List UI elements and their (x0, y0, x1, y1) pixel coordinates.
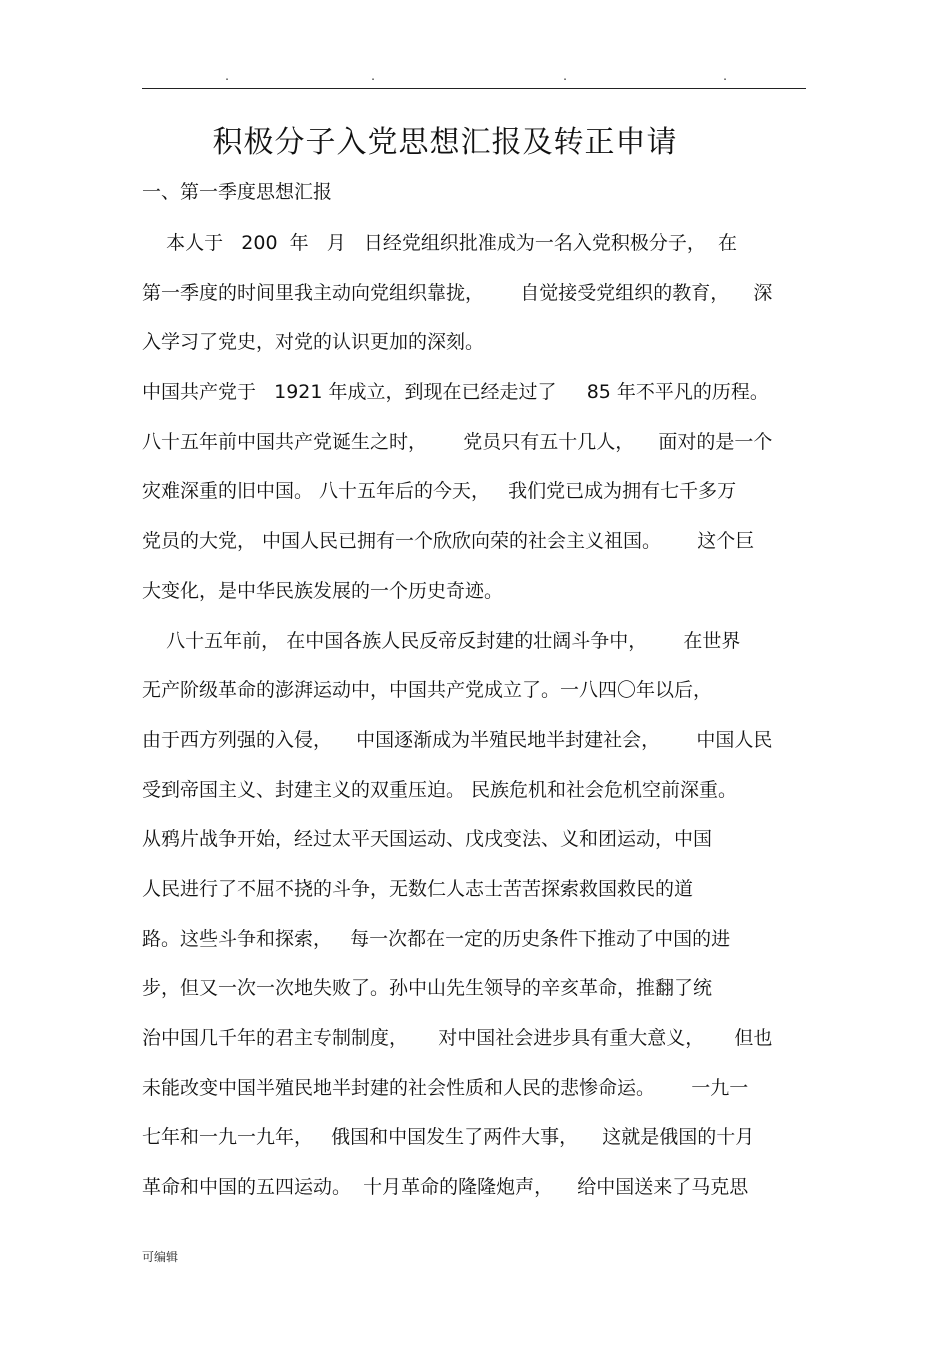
text-line: 第一季度的时间里我主动向党组织靠拢， 自觉接受党组织的教育， 深 (142, 281, 773, 304)
text-line: 本人于 200 年 月 日经党组织批准成为一名入党积极分子， 在 (142, 232, 737, 254)
text-line: 由于西方列强的入侵， 中国逐渐成为半殖民地半封建社会， 中国人民 (142, 728, 773, 751)
header-dot: . (723, 69, 727, 83)
text-line: 革命和中国的五四运动。 十月革命的隆隆炮声， 给中国送来了马克思 (142, 1176, 749, 1199)
text-line: 治中国几千年的君主专制制度， 对中国社会进步具有重大意义， 但也 (142, 1027, 773, 1049)
text-line: 灾难深重的旧中国。 八十五年后的今天， 我们党已成为拥有七千多万 (142, 480, 737, 503)
text-line: 人民进行了不屈不挠的斗争，无数仁人志士苦苦探索救国救民的道 (142, 877, 694, 900)
header-dot: . (371, 69, 375, 83)
text-line: 八十五年前中国共产党诞生之时， 党员只有五十几人， 面对的是一个 (142, 430, 773, 453)
text-line: 入学习了党史，对党的认识更加的深刻。 (142, 331, 485, 354)
body-text (142, 228, 806, 1222)
text-line: 路。这些斗争和探索， 每一次都在一定的历史条件下推动了中国的进 (142, 927, 731, 950)
text-line: 七年和一九一九年， 俄国和中国发生了两件大事， 这就是俄国的十月 (142, 1126, 755, 1149)
text-line: 步，但又一次一次地失败了。孙中山先生领导的辛亥革命，推翻了统 (142, 977, 713, 1000)
header-dot: . (563, 69, 567, 83)
text-line: 无产阶级革命的澎湃运动中，中国共产党成立了。一八四〇年以后， (142, 679, 713, 702)
text-line: 大变化，是中华民族发展的一个历史奇迹。 (142, 579, 504, 602)
header-rule (142, 88, 806, 89)
text-line: 未能改变中国半殖民地半封建的社会性质和人民的悲惨命运。 一九一 (142, 1076, 749, 1099)
text-line: 党员的大党， 中国人民已拥有一个欣欣向荣的社会主义祖国。 这个巨 (142, 530, 755, 553)
text-line: 从鸦片战争开始，经过太平天国运动、戊戌变法、义和团运动，中国 (142, 828, 713, 851)
text-line: 八十五年前， 在中国各族人民反帝反封建的壮阔斗争中， 在世界 (142, 629, 741, 652)
footer-note: 可编辑 (142, 1250, 179, 1264)
header-dot: . (225, 69, 229, 83)
section-heading: 一、第一季度思想汇报 (142, 181, 333, 203)
document-title: 积极分子入党思想汇报及转正申请 (212, 125, 678, 160)
text-line: 受到帝国主义、封建主义的双重压迫。 民族危机和社会危机空前深重。 (142, 778, 738, 801)
text-line: 中国共产党于 1921 年成立，到现在已经走过了 85 年不平凡的历程。 (142, 381, 769, 404)
